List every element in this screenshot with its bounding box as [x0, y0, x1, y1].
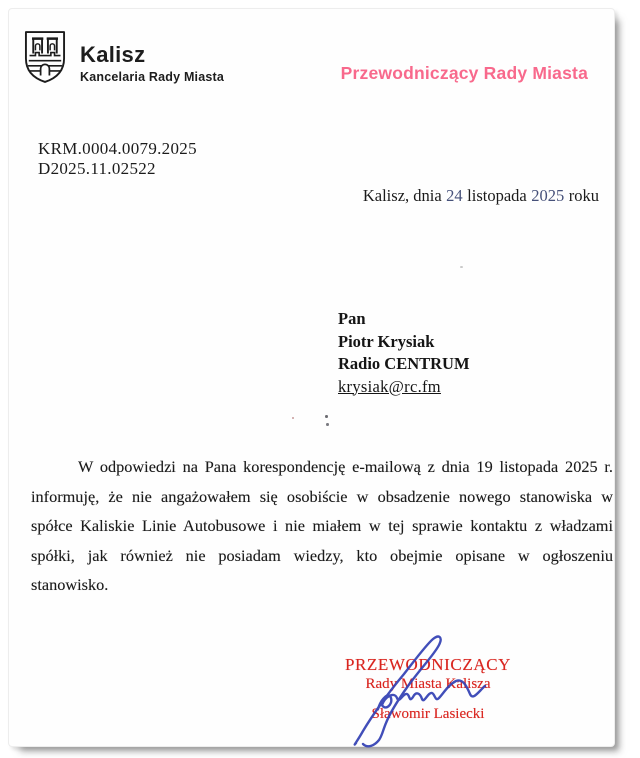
scan-artifact-dot: [325, 415, 328, 418]
dateline-prefix: Kalisz, dnia: [362, 186, 442, 205]
stamp-title: PRZEWODNICZĄCY: [344, 655, 512, 674]
dateline-month: listopada: [467, 186, 527, 205]
scan-artifact-speck: [292, 417, 294, 419]
recipient-organization: Radio CENTRUM: [338, 354, 470, 373]
dateline-year: 2025: [531, 186, 565, 205]
stamp-organization: Rady Miasta Kalisza: [365, 676, 491, 692]
case-number: KRM.0004.0079.2025: [38, 139, 197, 158]
dateline-suffix: roku: [568, 186, 599, 205]
recipient-salutation: Pan: [338, 309, 366, 328]
brand-title: Kalisz: [80, 42, 146, 67]
signature-stamp-block: [303, 655, 553, 723]
recipient-name: Piotr Krysiak: [338, 331, 435, 351]
dateline: [363, 186, 599, 206]
document-number: D2025.11.02522: [38, 158, 156, 178]
kalisz-coat-of-arms-icon: [23, 29, 67, 85]
brand-subtitle: Kancelaria Rady Miasta: [80, 70, 225, 84]
stamp-signer-name: Sławomir Lasiecki: [371, 706, 485, 722]
scan-artifact-speck: [460, 266, 463, 268]
letter-body-paragraph: W odpowiedzi na Pana korespondencję e-mailową z dnia 19 listopada 2025 r. informuję, że nie angażowałem się osobiście w obsadzenie nowego stanowiska w spółce Kaliskie Linie Autobusowe i nie miałem w tej sprawie kontaktu z władzami spółki, jak również nie posiadam wiedzy, kto obejmie opisane w ogłoszeniu stanowisko.: [31, 457, 613, 594]
dateline-day: 24: [446, 186, 463, 205]
scan-artifact-dot: [326, 423, 329, 426]
reference-block: [38, 139, 197, 178]
recipient-block: [338, 308, 470, 398]
recipient-email: krysiak@rc.fm: [338, 376, 441, 396]
office-title: Przewodniczący Rady Miasta: [340, 63, 588, 83]
scanned-letter-page: [8, 8, 615, 747]
